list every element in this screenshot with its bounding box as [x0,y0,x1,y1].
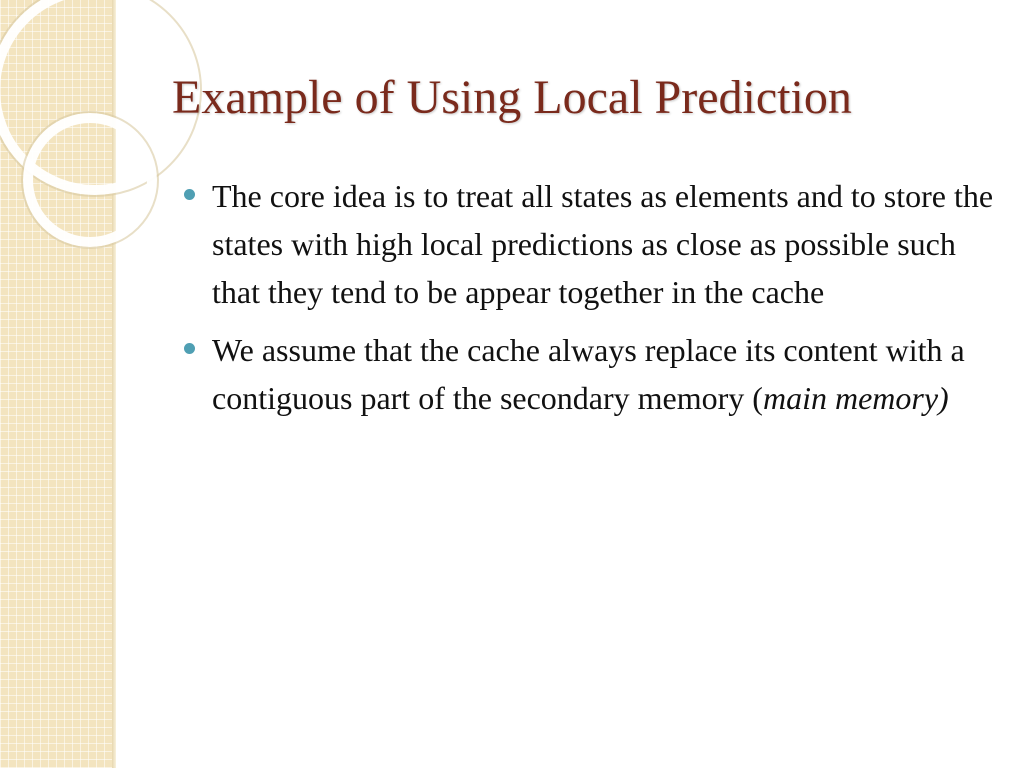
bullet-text: The core idea is to treat all states as elements and to store the states with high local predictions as close as possible such that they tend to be appear together in the cache [212,178,994,310]
bullet-item [180,326,1000,422]
bullet-icon [184,343,195,354]
bullet-text-italic: main memory) [762,380,949,416]
bullet-item [180,172,1000,316]
bullet-list [180,172,1000,432]
slide-title: Example of Using Local Prediction [172,71,852,124]
bullet-icon [184,189,195,200]
bullet-text: We assume that the cache always replace its content with a contiguous part of the secondary memory ( [212,332,965,416]
